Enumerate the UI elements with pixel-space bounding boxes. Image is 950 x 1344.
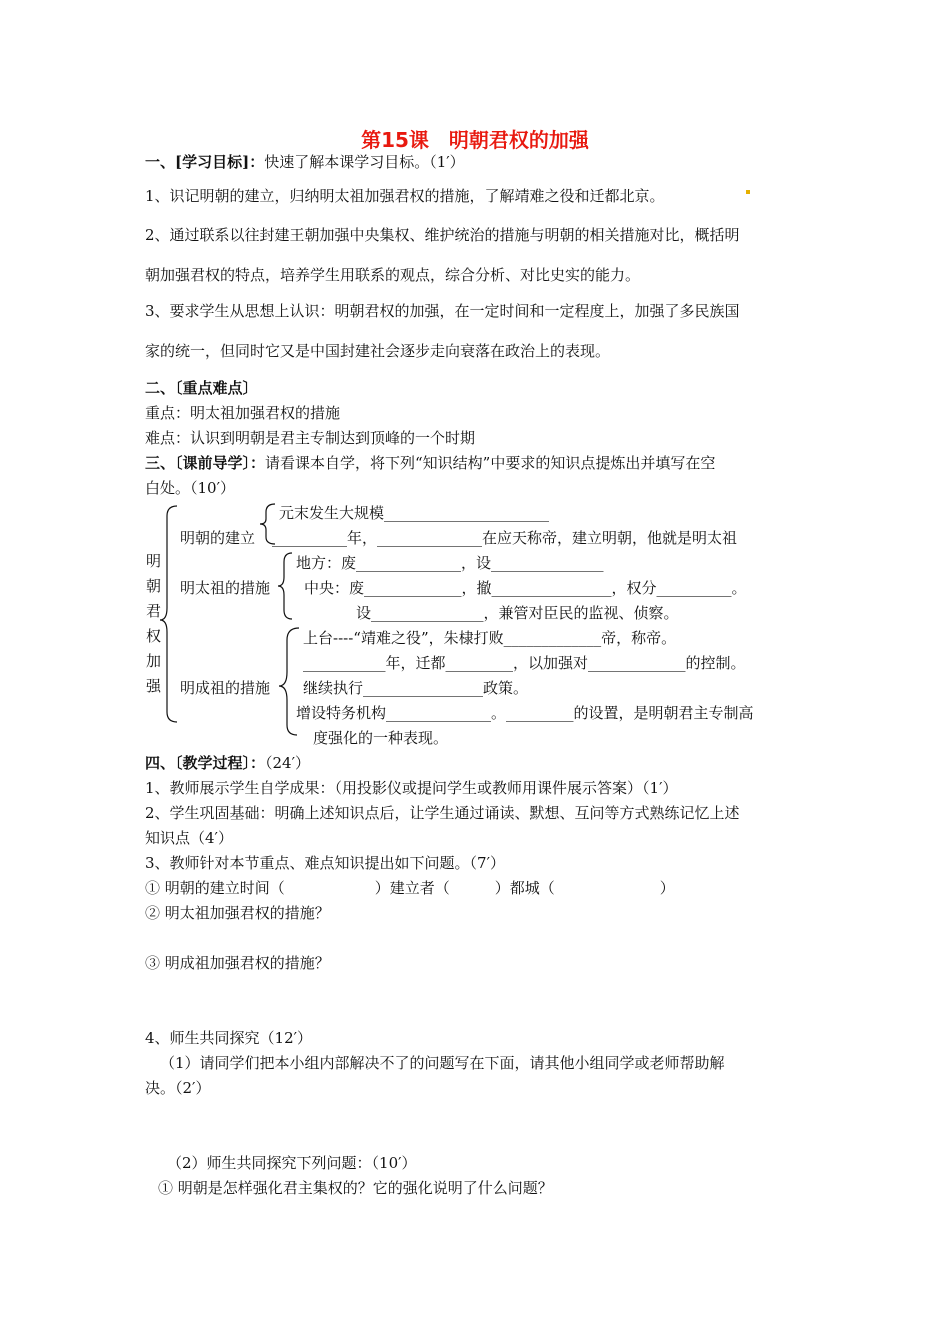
branch-taizu-label: 明太祖的措施 <box>180 579 271 597</box>
chengzu-line: 继续执行________________政策。 <box>303 679 529 697</box>
section1-heading: 一、[学习目标]： <box>145 153 265 171</box>
taizu-line: 中央：废_____________，撤________________，权分__________。 <box>304 579 747 597</box>
branch-founding-label: 明朝的建立 <box>180 529 256 547</box>
section1-heading-text: 快速了解本课学习目标。（1′） <box>264 153 465 171</box>
process-line: （2）师生共同探究下列问题：（10′） <box>167 1154 417 1172</box>
section3-heading-line <box>145 453 715 473</box>
section3-heading: 三、〔课前导学〕： <box>145 454 266 472</box>
section3-heading-cont: 白处。（10′） <box>145 479 235 497</box>
objective-2: 2、通过联系以往封建王朝加强中央集权、维护统治的措施与明朝的相关措施对比，概括明 <box>145 226 740 244</box>
question-1: ① 明朝的建立时间（ ）建立者（ ）都城（ ） <box>145 879 675 897</box>
key-point: 重点：明太祖加强君权的措施 <box>145 404 341 422</box>
taizu-line: 地方：废______________，设_______________ <box>296 554 604 572</box>
question-3: ③ 明成祖加强君权的措施？ <box>145 954 330 972</box>
founding-line: 元末发生大规模______________________ <box>279 504 550 522</box>
chengzu-line: 增设特务机构______________。_________的设置，是明朝君主专制高 <box>296 704 754 722</box>
vertical-title-char: 加 <box>146 652 162 670</box>
process-line: 知识点（4′） <box>145 829 233 847</box>
vertical-title-char: 明 <box>146 552 162 570</box>
process-line: 决。（2′） <box>145 1079 211 1097</box>
process-line: 3、教师针对本节重点、难点知识提出如下问题。（7′） <box>145 854 505 872</box>
section4-heading-line <box>145 753 310 773</box>
vertical-title-char: 朝 <box>146 577 162 595</box>
chengzu-line: 度强化的一种表现。 <box>313 729 449 747</box>
objective-3: 3、要求学生从思想上认识：明朝君权的加强，在一定时间和一定程度上，加强了多民族国 <box>145 302 740 320</box>
objective-3-cont: 家的统一，但同时它又是中国封建社会逐步走向衰落在政治上的表现。 <box>145 342 611 360</box>
page-title: 第15课 明朝君权的加强 <box>361 128 589 152</box>
objective-1: 1、识记明朝的建立，归纳明太祖加强君权的措施，了解靖难之役和迁都北京。 <box>145 187 665 205</box>
chengzu-line: 上台----“靖难之役”，朱棣打败_____________帝，称帝。 <box>303 629 677 647</box>
process-line: 1、教师展示学生自学成果：（用投影仪或提问学生或教师用课件展示答案）（1′） <box>145 779 678 797</box>
process-line: 2、学生巩固基础：明确上述知识点后，让学生通过诵读、默想、互问等方式熟练记忆上述 <box>145 804 740 822</box>
founding-line: __________年，______________在应天称帝，建立明朝，他就是明太祖 <box>272 529 738 547</box>
section2-heading: 二、〔重点难点〕 <box>145 379 258 397</box>
discussion-question: ① 明朝是怎样强化君主集权的？它的强化说明了什么问题？ <box>158 1179 553 1197</box>
section1-heading-line <box>145 152 465 172</box>
brace-taizu <box>278 553 292 619</box>
question-2: ② 明太祖加强君权的措施？ <box>145 904 330 922</box>
chengzu-line: ___________年，迁都_________，以加强对_____________的控制。 <box>303 654 746 672</box>
main-brace <box>160 506 177 722</box>
objective-2-cont: 朝加强君权的特点，培养学生用联系的观点，综合分析、对比史实的能力。 <box>145 266 641 284</box>
section3-heading-text: 请看课本自学，将下列“知识结构”中要求的知识点提炼出并填写在空 <box>265 454 716 472</box>
difficulty: 难点：认识到明朝是君主专制达到顶峰的一个时期 <box>145 429 476 447</box>
section4-heading: 四、〔教学过程〕： <box>145 754 266 772</box>
taizu-line: 设_______________，兼管对臣民的监视、侦察。 <box>356 604 679 622</box>
branch-chengzu-label: 明成祖的措施 <box>180 679 271 697</box>
section4-heading-text: （24′） <box>265 754 311 772</box>
vertical-title-char: 君 <box>146 602 162 620</box>
vertical-title-char: 权 <box>146 627 162 645</box>
process-line: 4、师生共同探究（12′） <box>145 1029 313 1047</box>
process-line: （1）请同学们把本小组内部解决不了的问题写在下面，请其他小组同学或老师帮助解 <box>160 1054 725 1072</box>
vertical-title-char: 强 <box>146 677 162 695</box>
yellow-mark <box>746 190 750 194</box>
